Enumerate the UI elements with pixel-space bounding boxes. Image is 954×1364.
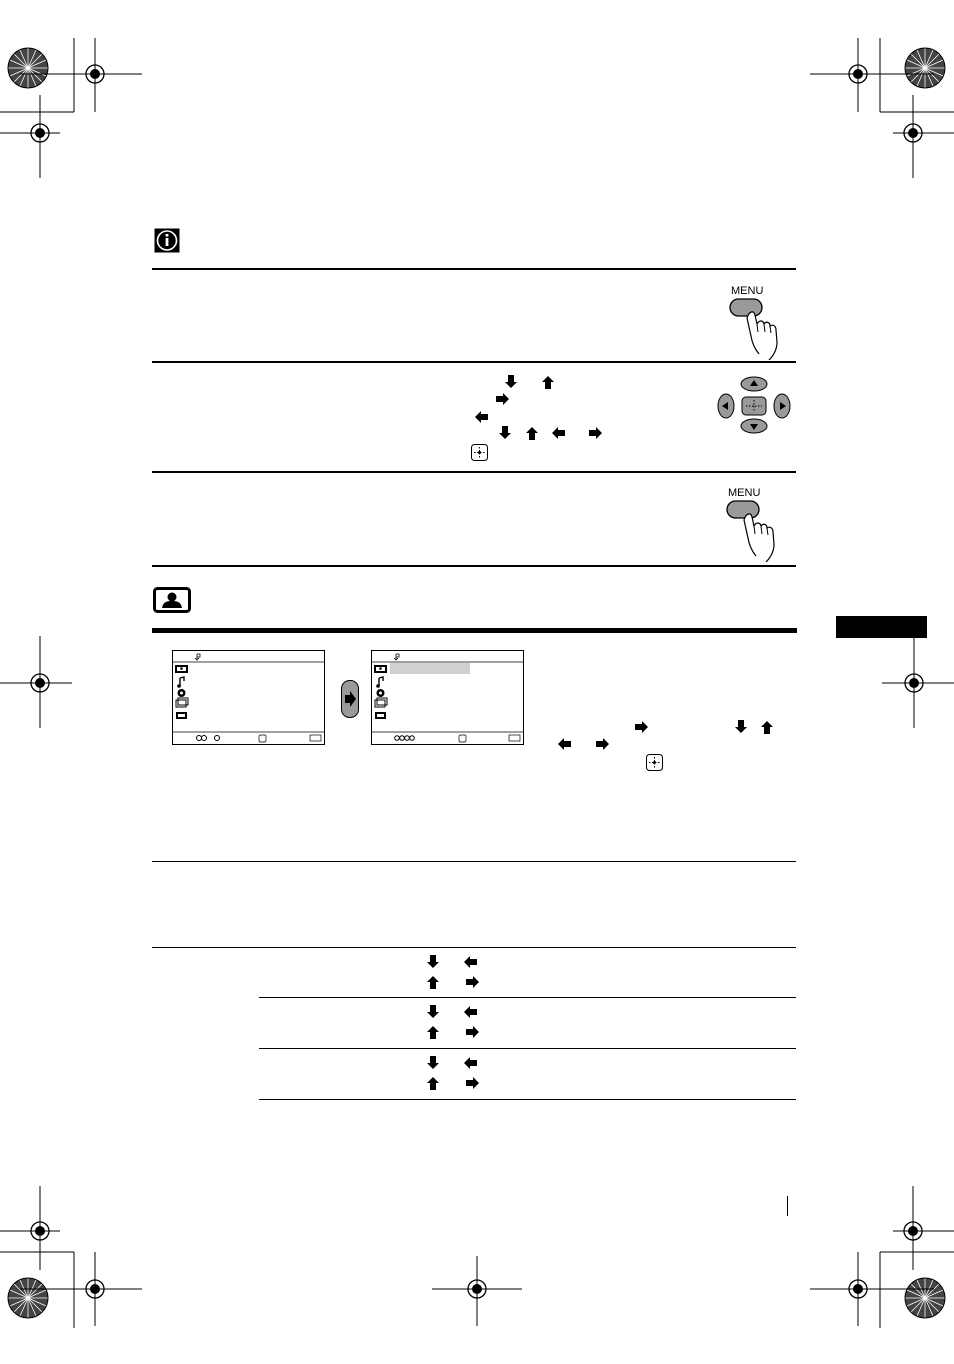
arrow-left-icon	[557, 737, 571, 751]
arrow-up-icon	[426, 1076, 440, 1090]
menu-button-illustration	[722, 486, 792, 562]
arrow-up-icon	[426, 1025, 440, 1039]
arrow-down-icon	[498, 426, 512, 440]
arrow-left-icon	[463, 1056, 477, 1070]
picture-icon	[153, 587, 191, 613]
ok-button-icon	[471, 444, 488, 461]
arrow-down-icon	[426, 1056, 440, 1070]
menu-button-illustration	[725, 284, 795, 360]
rule	[152, 471, 796, 473]
arrow-right-icon	[635, 720, 649, 734]
arrow-right-icon	[589, 426, 603, 440]
chapter-tab	[836, 616, 927, 638]
page-number-rule	[787, 1196, 788, 1216]
arrow-right-icon	[341, 680, 359, 718]
rule	[259, 1048, 796, 1049]
arrow-down-icon	[426, 955, 440, 969]
arrow-up-icon	[426, 975, 440, 989]
rule	[152, 947, 796, 948]
rule	[259, 1099, 796, 1100]
arrow-down-icon	[504, 375, 518, 389]
rule	[259, 997, 796, 998]
arrow-up-icon	[541, 375, 555, 389]
menu-button-label: MENU	[728, 487, 761, 499]
arrow-down-icon	[734, 720, 748, 734]
arrow-up-icon	[525, 426, 539, 440]
hand-pressing-icon	[725, 296, 795, 360]
rule	[152, 565, 796, 567]
arrow-right-icon	[466, 975, 480, 989]
screen-contents	[372, 651, 523, 744]
section-rule-thick	[152, 628, 797, 633]
ok-button-icon	[646, 754, 663, 771]
menu-button-label: MENU	[731, 285, 764, 297]
arrow-right-icon	[466, 1076, 480, 1090]
hand-pressing-icon	[722, 498, 792, 562]
menu-screen-main	[172, 650, 325, 745]
arrow-down-icon	[426, 1005, 440, 1019]
arrow-right-icon	[596, 737, 610, 751]
arrow-left-icon	[463, 955, 477, 969]
arrow-left-icon	[551, 426, 565, 440]
rule	[152, 268, 796, 270]
info-icon	[154, 228, 180, 253]
rule	[152, 861, 796, 862]
menu-screen-picture	[371, 650, 524, 745]
direction-pad-illustration	[716, 375, 792, 435]
screen-contents	[173, 651, 324, 744]
arrow-left-icon	[474, 410, 488, 424]
arrow-right-icon	[496, 392, 510, 406]
arrow-left-icon	[463, 1005, 477, 1019]
arrow-up-icon	[760, 720, 774, 734]
rule	[152, 361, 796, 363]
arrow-right-icon	[466, 1025, 480, 1039]
